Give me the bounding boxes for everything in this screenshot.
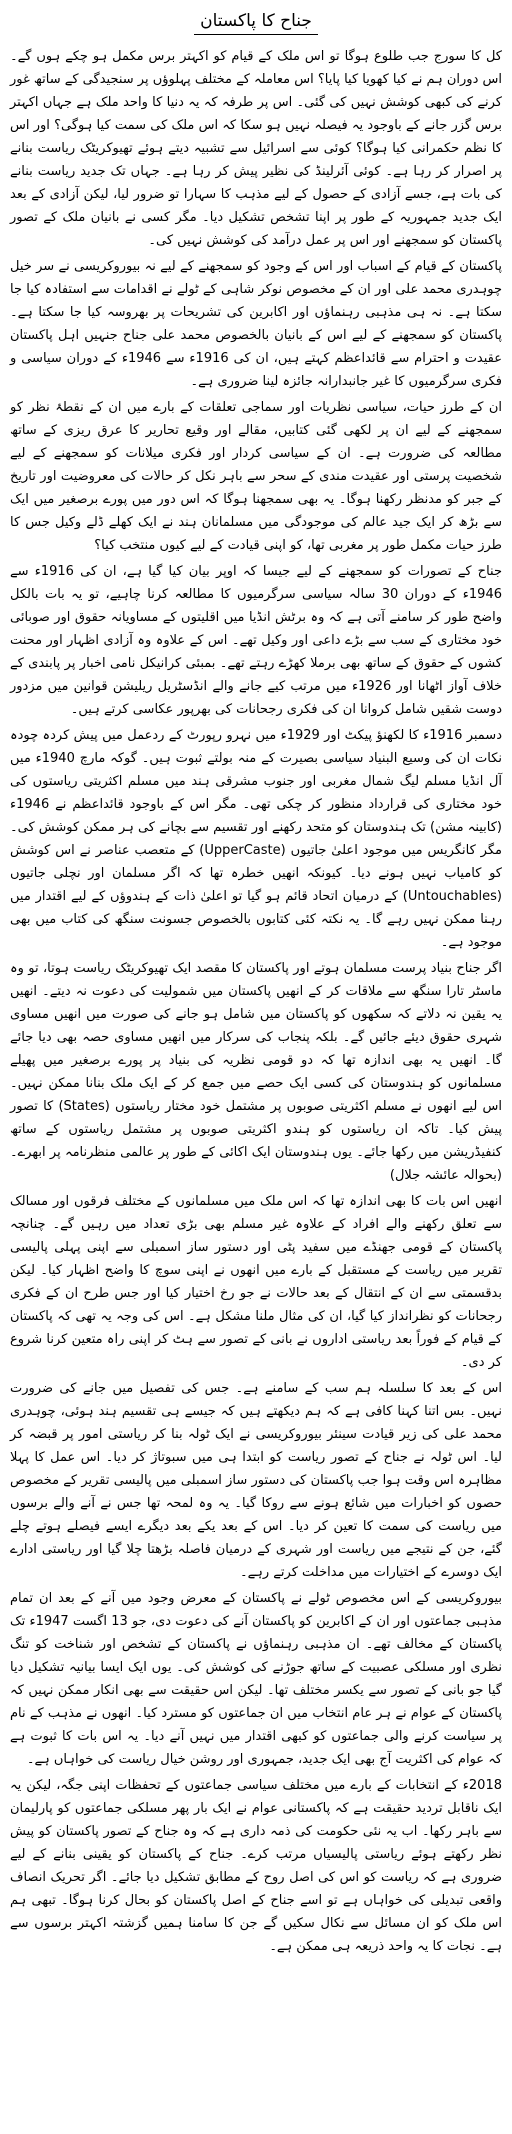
paragraph-7: انھیں اس بات کا بھی اندازہ تھا کہ اس ملک میں مسلمانوں کے مختلف فرقوں اور مسالک سے تعلق رکھنے والے افراد کے علاوہ غیر مسلم بھی بڑی تعداد میں رہیں گے۔ چنانچہ پاکستان کے قومی جھنڈے میں سفید پٹی اور دستور ساز اسمبلی سے اپنی پہلی پالیسی تقریر میں ریاست کے مستقبل کے بارے میں انھوں نے اپنی سوچ کا واضح اظہار کیا۔ لیکن بدقسمتی سے ان کے انتقال کے بعد حالات نے جو رخ اختیار کیا اور جس طرح ان کے فکری رجحانات کو نظرانداز کیا گیا، ان کی مثال ملنا مشکل ہے۔ اس کی وجہ یہ تھی کہ پاکستان کے قیام کے فوراً بعد ریاستی اداروں نے بانی کے تصور سے ہٹ کر اپنی راہ متعین کرنا شروع کر دی۔ [10, 1194, 502, 1370]
paragraph-9: بیوروکریسی کے اس مخصوص ٹولے نے پاکستان کے معرض وجود میں آنے کے بعد ان تمام مذہبی جماعتوں اور ان کے اکابرین کو پاکستان آنے کی دعوت دی، جو 13 اگست 1947ء تک پاکستان کے مخالف تھے۔ ان مذہبی رہنماؤں نے پاکستان کے تشخص اور شناخت کو تنگ نظری اور مسلکی عصبیت کے ساتھ جوڑنے کی کوشش کی۔ یوں ایک ایسا بیانیہ تشکیل دیا گیا جو بانی کے تصور سے یکسر مختلف تھا۔ لیکن اس حقیقت سے بھی انکار ممکن نہیں کہ پاکستان کے عوام نے ہر عام انتخاب میں ان جماعتوں کو مسترد کیا۔ انھوں نے مذہب کے نام پر سیاست کرنے والی جماعتوں کو کبھی اقتدار میں نہیں آنے دیا۔ یہ اس بات کا ثبوت ہے کہ عوام کی اکثریت آج بھی ایک جدید، جمہوری اور روشن خیال ریاست کی خواہاں ہے۔ [10, 1591, 502, 1767]
paragraph-5: دسمبر 1916ء کا لکھنؤ پیکٹ اور 1929ء میں نہرو رپورٹ کے ردعمل میں پیش کردہ چودہ نکات ان کی وسیع البنیاد سیاسی بصیرت کے منہ بولتے ثبوت ہیں۔ گوکہ مارچ 1940ء میں آل انڈیا مسلم لیگ شمال مغربی اور جنوب مشرقی ہند میں مسلم اکثریتی ریاستوں کی خود مختاری کی قرارداد منظور کر چکی تھی۔ مگر اس کے باوجود قائداعظم نے 1946ء (کابینہ مشن) تک ہندوستان کو متحد رکھنے اور تقسیم سے بچانے کی ہر ممکن کوشش کی۔ مگر کانگریس میں موجود اعلیٰ جاتیوں (UpperCaste) کے متعصب عناصر نے اس کوشش کو کامیاب نہیں ہونے دیا۔ کیونکہ انھیں خطرہ تھا کہ اگر مسلمان اور نچلی جاتیوں (Untouchables) کے درمیان اتحاد قائم ہو گیا تو اعلیٰ ذات کے ہندوؤں کے لیے اقتدار میں رہنا ممکن نہیں رہے گا۔ یہ نکتہ کئی کتابوں بالخصوص جسونت سنگھ کی کتاب میں بھی موجود ہے۔ [10, 728, 502, 950]
paragraph-2: پاکستان کے قیام کے اسباب اور اس کے وجود کو سمجھنے کے لیے نہ بیوروکریسی نے سر خیل چوہدری محمد علی اور ان کے مخصوص نوکر شاہی کے ٹولے نے اقدامات سے استفادہ کیا جا سکتا ہے۔ نہ ہی مذہبی رہنماؤں اور اکابرین کی تشریحات پر بھروسہ کیا جا سکتا ہے۔ پاکستان کو سمجھنے کے لیے اس کے بانیان بالخصوص محمد علی جناح جنہیں اہل پاکستان عقیدت و احترام سے قائداعظم کہتے ہیں، ان کی 1916ء سے 1946ء کے دوران سیاسی و فکری سرگرمیوں کا غیر جانبدارانہ جائزہ لینا ضروری ہے۔ [10, 259, 503, 389]
article-title [10, 10, 502, 35]
paragraph-8: اس کے بعد کا سلسلہ ہم سب کے سامنے ہے۔ جس کی تفصیل میں جانے کی ضرورت نہیں۔ بس اتنا کہنا کافی ہے کہ ہم دیکھتے ہیں کہ جیسے ہی تقسیم ہند ہوئی، چوہدری محمد علی کی زیر قیادت سینئر بیوروکریسی نے ایک ٹولہ بنا کر ریاستی امور پر قبضہ کر لیا۔ اس ٹولہ نے جناح کے تصور ریاست کو ابتدا ہی میں سبوتاژ کر دیا۔ اس عمل کا پہلا مظاہرہ اس وقت ہوا جب پاکستان کی دستور ساز اسمبلی میں پالیسی تقریر کے مخصوص حصوں کو اخبارات میں شائع ہونے سے روکا گیا۔ یہ وہ لمحہ تھا جس نے آنے والے برسوں میں ریاست کی سمت کا تعین کر دیا۔ اس کے بعد یکے بعد دیگرے ایسے فیصلے ہوتے چلے گئے، جن کے نتیجے میں ریاست اور شہری کے درمیان فاصلہ بڑھتا چلا گیا اور ریاستی ادارے ایک دوسرے کے اختیارات میں مداخلت کرتے رہے۔ [10, 1381, 502, 1580]
paragraph-10: 2018ء کے انتخابات کے بارے میں مختلف سیاسی جماعتوں کے تحفظات اپنی جگہ، لیکن یہ ایک ناقابل تردید حقیقت ہے کہ پاکستانی عوام نے ایک بار پھر مسلکی جماعتوں کو پارلیمان سے باہر رکھا۔ اب یہ نئی حکومت کی ذمہ داری ہے کہ وہ جناح کے تصور پاکستان کو پیش نظر رکھتے ہوئے ریاستی پالیسیاں مرتب کرے۔ جناح کے پاکستان کو یقینی بنانے کے لیے ضروری ہے کہ ریاست کو اس کی اصل روح کے مطابق تشکیل دیا جائے۔ اگر تحریک انصاف واقعی تبدیلی کی خواہاں ہے تو اسے جناح کے اصل پاکستان کو بحال کرنا ہوگا۔ تبھی ہم اس ملک کو ان مسائل سے نکال سکیں گے جن کا سامنا ہمیں گزشتہ اکہتر برسوں سے ہے۔ نجات کا یہ واحد ذریعہ ہی ممکن ہے۔ [10, 1778, 502, 1954]
paragraph-3: ان کے طرز حیات، سیاسی نظریات اور سماجی تعلقات کے بارے میں ان کے نقطۂ نظر کو سمجھنے کے لیے ان پر لکھی گئی کتابیں، مقالے اور وقیع تحاریر کا عرق ریزی کے ساتھ مطالعہ کی ضرورت ہے۔ ان کے سیاسی کردار اور فکری میلانات کو سمجھنے کے لیے شخصیت پرستی اور عقیدت مندی کے سحر سے باہر نکل کر حالات کی معروضیت اور تاریخ کے جبر کو مدنظر رکھنا ہوگا۔ یہ بھی سمجھنا ہوگا کہ اس دور میں پورے برصغیر میں ایک سے بڑھ کر ایک جید عالم کی موجودگی میں مسلمانان ہند نے ایک کھلے ڈلے وکیل جس کا طرز حیات مکمل طور پر مغربی تھا، کو اپنی قیادت کے لیے کیوں منتخب کیا؟ [10, 400, 502, 553]
paragraph-4: جناح کے تصورات کو سمجھنے کے لیے جیسا کہ اوپر بیان کیا گیا ہے، ان کی 1916ء سے 1946ء کے دوران 30 سالہ سیاسی سرگرمیوں کا مطالعہ کرنا چاہیے، تو یہ بات بالکل واضح طور کر سامنے آتی ہے کہ وہ برٹش انڈیا میں اقلیتوں کے مساویانہ حقوق اور صوبائی خود مختاری کے سب سے بڑے داعی اور وکیل تھے۔ اس کے علاوہ وہ آزادی اظہار اور محنت کشوں کے حقوق کے ساتھ بھی برملا کھڑے رہتے تھے۔ بمبئی کرانیکل نامی اخبار پر پابندی کے خلاف آواز اٹھانا اور 1926ء میں مرتب کیے جانے والے انڈسٹریل ریلیشن قوانین میں مزدور دوست شقیں شامل کروانا ان کی فکری رجحانات کی بھرپور عکاسی کرتے ہیں۔ [10, 564, 503, 717]
article-title-text: جناح کا پاکستان [194, 10, 318, 35]
paragraph-1: کل کا سورج جب طلوع ہوگا تو اس ملک کے قیام کو اکہتر برس مکمل ہو چکے ہوں گے۔ اس دوران ہم نے کیا کھویا کیا پایا؟ اس معاملہ کے مختلف پہلوؤں پر سنجیدگی کے ساتھ غور کرنے کی کبھی کوشش نہیں کی گئی۔ اس پر طرفہ کہ یہ دنیا کا واحد ملک ہے جہاں اکہتر برس گزر جانے کے باوجود یہ فیصلہ نہیں ہو سکا کہ اس ملک کی سمت کیا ہوگی؟ اور اس کا نظم حکمرانی کیا ہوگا؟ کوئی سے اسرائیل سے تشبیہ دیتے ہوئے تھیوکریٹک ریاست بنانے پر اصرار کر رہا ہے۔ کوئی آئرلینڈ کی نظیر پیش کر رہا ہے۔ جہاں تک جدید ریاست بنانے کی بات ہے، جسے آزادی کے حصول کے لیے مذہب کا سہارا تو ضرور لیا، لیکن آزادی کے بعد ایک جدید جمہوریہ کے طور پر اپنا تشخص تشکیل دیا۔ مگر کسی نے بانیان ملک کے تصور پاکستان کو سمجھنے اور اس پر عمل درآمد کی کوشش نہیں کی۔ [10, 49, 502, 248]
paragraph-6: اگر جناح بنیاد پرست مسلمان ہوتے اور پاکستان کا مقصد ایک تھیوکریٹک ریاست ہوتا، تو وہ ماسٹر تارا سنگھ سے ملاقات کر کے انھیں پاکستان میں شمولیت کی دعوت نہ دیتے۔ انھیں یہ یقین نہ دلاتے کہ سکھوں کو پاکستان میں شامل ہو جانے کی صورت میں انھیں مساوی شہری حقوق دیئے جائیں گے۔ بلکہ پنجاب کی سرکار میں انھیں مساوی حصہ بھی دیا جائے گا۔ انھیں یہ بھی اندازہ تھا کہ دو قومی نظریہ کی بنیاد پر پورے برصغیر میں پھیلے مسلمانوں کو ہندوستان کی کسی ایک حصے میں جمع کر کے ایک ملک بنانا ممکن نہیں۔ اس لیے انھوں نے مسلم اکثریتی صوبوں پر مشتمل خود مختار ریاستوں (States) کا تصور پیش کیا۔ تاکہ ان ریاستوں کو ہندو اکثریتی صوبوں پر مشتمل ریاستوں کے ساتھ کنفیڈریشن میں رکھا جائے۔ یوں ہندوستان ایک اکائی کے طور پر عالمی منظرنامہ پر ابھرے۔ (بحوالہ عائشہ جلال) [10, 961, 503, 1183]
